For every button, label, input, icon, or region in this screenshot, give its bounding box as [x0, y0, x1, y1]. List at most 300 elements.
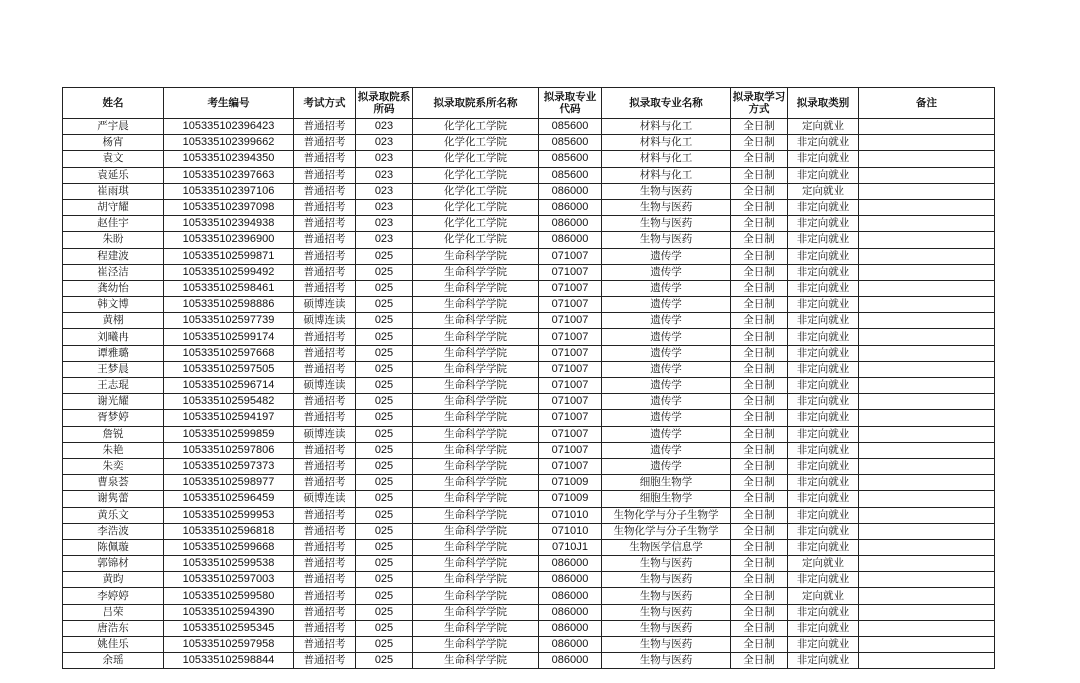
cell-exam-type: 普通招考 — [294, 410, 356, 426]
cell-category: 非定向就业 — [788, 361, 859, 377]
cell-remarks — [859, 361, 995, 377]
cell-exam-type: 普通招考 — [294, 151, 356, 167]
cell-name: 袁文 — [63, 151, 164, 167]
cell-study-mode: 全日制 — [731, 394, 788, 410]
cell-name: 胡守耀 — [63, 199, 164, 215]
cell-study-mode: 全日制 — [731, 216, 788, 232]
cell-dept-name: 生命科学学院 — [413, 572, 539, 588]
cell-remarks — [859, 199, 995, 215]
cell-category: 定向就业 — [788, 556, 859, 572]
cell-dept-code: 025 — [356, 653, 413, 669]
cell-name: 余瑶 — [63, 653, 164, 669]
cell-category: 非定向就业 — [788, 167, 859, 183]
cell-major-code: 086000 — [539, 604, 602, 620]
cell-remarks — [859, 426, 995, 442]
cell-name: 李浩波 — [63, 523, 164, 539]
cell-exam-type: 普通招考 — [294, 167, 356, 183]
table-row — [63, 248, 995, 264]
cell-name: 朱艳 — [63, 442, 164, 458]
cell-name: 谭雅璐 — [63, 345, 164, 361]
column-header-major-code: 拟录取专业代码 — [539, 88, 602, 119]
cell-dept-name: 生命科学学院 — [413, 588, 539, 604]
cell-major-name: 遗传学 — [602, 264, 731, 280]
cell-remarks — [859, 507, 995, 523]
cell-dept-code: 025 — [356, 620, 413, 636]
cell-major-code: 086000 — [539, 216, 602, 232]
cell-exam-type: 普通招考 — [294, 442, 356, 458]
cell-candidate-id: 105335102399662 — [164, 135, 294, 151]
cell-dept-code: 025 — [356, 539, 413, 555]
cell-major-name: 遗传学 — [602, 426, 731, 442]
cell-dept-name: 生命科学学院 — [413, 345, 539, 361]
cell-category: 非定向就业 — [788, 637, 859, 653]
cell-study-mode: 全日制 — [731, 442, 788, 458]
cell-major-name: 细胞生物学 — [602, 491, 731, 507]
cell-major-name: 遗传学 — [602, 297, 731, 313]
cell-dept-name: 生命科学学院 — [413, 637, 539, 653]
cell-exam-type: 普通招考 — [294, 394, 356, 410]
cell-dept-name: 化学化工学院 — [413, 135, 539, 151]
cell-remarks — [859, 264, 995, 280]
cell-major-name: 生物与医药 — [602, 556, 731, 572]
cell-major-code: 071010 — [539, 523, 602, 539]
cell-category: 非定向就业 — [788, 378, 859, 394]
column-header-name: 姓名 — [63, 88, 164, 119]
cell-exam-type: 普通招考 — [294, 232, 356, 248]
cell-name: 杨宵 — [63, 135, 164, 151]
cell-dept-code: 023 — [356, 135, 413, 151]
cell-major-code: 071007 — [539, 329, 602, 345]
table-row — [63, 572, 995, 588]
column-header-study-mode: 拟录取学习方式 — [731, 88, 788, 119]
cell-major-code: 085600 — [539, 167, 602, 183]
cell-major-code: 071007 — [539, 297, 602, 313]
cell-dept-code: 025 — [356, 378, 413, 394]
cell-major-name: 生物与医药 — [602, 216, 731, 232]
cell-major-name: 生物化学与分子生物学 — [602, 523, 731, 539]
cell-dept-name: 生命科学学院 — [413, 475, 539, 491]
cell-exam-type: 普通招考 — [294, 280, 356, 296]
cell-dept-name: 生命科学学院 — [413, 556, 539, 572]
table-row — [63, 329, 995, 345]
cell-dept-name: 生命科学学院 — [413, 458, 539, 474]
cell-dept-name: 生命科学学院 — [413, 620, 539, 636]
table-row — [63, 183, 995, 199]
cell-major-name: 遗传学 — [602, 394, 731, 410]
cell-name: 刘曦冉 — [63, 329, 164, 345]
cell-major-code: 086000 — [539, 232, 602, 248]
cell-remarks — [859, 637, 995, 653]
cell-study-mode: 全日制 — [731, 426, 788, 442]
cell-major-code: 086000 — [539, 588, 602, 604]
cell-remarks — [859, 653, 995, 669]
cell-study-mode: 全日制 — [731, 199, 788, 215]
cell-dept-name: 化学化工学院 — [413, 119, 539, 135]
cell-major-code: 086000 — [539, 620, 602, 636]
cell-dept-code: 025 — [356, 442, 413, 458]
cell-dept-code: 025 — [356, 588, 413, 604]
table-row — [63, 410, 995, 426]
cell-remarks — [859, 329, 995, 345]
cell-dept-name: 化学化工学院 — [413, 183, 539, 199]
cell-major-code: 071010 — [539, 507, 602, 523]
table-row — [63, 135, 995, 151]
cell-category: 非定向就业 — [788, 604, 859, 620]
cell-candidate-id: 105335102597958 — [164, 637, 294, 653]
cell-study-mode: 全日制 — [731, 572, 788, 588]
cell-study-mode: 全日制 — [731, 264, 788, 280]
cell-major-name: 生物与医药 — [602, 653, 731, 669]
cell-category: 非定向就业 — [788, 475, 859, 491]
cell-study-mode: 全日制 — [731, 378, 788, 394]
cell-major-code: 0710J1 — [539, 539, 602, 555]
cell-category: 非定向就业 — [788, 620, 859, 636]
cell-major-code: 071007 — [539, 264, 602, 280]
cell-candidate-id: 105335102598886 — [164, 297, 294, 313]
column-header-remarks: 备注 — [859, 88, 995, 119]
cell-major-name: 遗传学 — [602, 329, 731, 345]
cell-name: 詹锐 — [63, 426, 164, 442]
cell-study-mode: 全日制 — [731, 135, 788, 151]
cell-dept-name: 生命科学学院 — [413, 313, 539, 329]
cell-category: 非定向就业 — [788, 410, 859, 426]
table-row — [63, 556, 995, 572]
cell-dept-name: 化学化工学院 — [413, 199, 539, 215]
table-row — [63, 378, 995, 394]
cell-name: 黄栩 — [63, 313, 164, 329]
cell-category: 非定向就业 — [788, 345, 859, 361]
cell-exam-type: 普通招考 — [294, 345, 356, 361]
cell-exam-type: 普通招考 — [294, 620, 356, 636]
cell-major-name: 材料与化工 — [602, 167, 731, 183]
cell-dept-code: 023 — [356, 216, 413, 232]
cell-candidate-id: 105335102396900 — [164, 232, 294, 248]
table-row — [63, 507, 995, 523]
cell-candidate-id: 105335102598461 — [164, 280, 294, 296]
cell-name: 姚佳乐 — [63, 637, 164, 653]
cell-category: 非定向就业 — [788, 297, 859, 313]
cell-dept-code: 025 — [356, 507, 413, 523]
cell-dept-name: 生命科学学院 — [413, 507, 539, 523]
table-row — [63, 604, 995, 620]
cell-remarks — [859, 588, 995, 604]
cell-category: 非定向就业 — [788, 151, 859, 167]
table-row — [63, 491, 995, 507]
cell-candidate-id: 105335102599668 — [164, 539, 294, 555]
cell-major-code: 085600 — [539, 119, 602, 135]
table-row — [63, 426, 995, 442]
cell-exam-type: 普通招考 — [294, 475, 356, 491]
cell-dept-code: 023 — [356, 151, 413, 167]
table-row — [63, 280, 995, 296]
cell-exam-type: 普通招考 — [294, 216, 356, 232]
cell-candidate-id: 105335102598977 — [164, 475, 294, 491]
cell-study-mode: 全日制 — [731, 604, 788, 620]
cell-major-name: 生物与医药 — [602, 588, 731, 604]
table-row — [63, 167, 995, 183]
cell-major-name: 生物医学信息学 — [602, 539, 731, 555]
cell-candidate-id: 105335102595482 — [164, 394, 294, 410]
cell-dept-code: 025 — [356, 637, 413, 653]
table-row — [63, 588, 995, 604]
cell-study-mode: 全日制 — [731, 653, 788, 669]
table-row — [63, 313, 995, 329]
cell-candidate-id: 105335102597373 — [164, 458, 294, 474]
table-header — [63, 88, 995, 119]
cell-remarks — [859, 556, 995, 572]
cell-study-mode: 全日制 — [731, 539, 788, 555]
cell-study-mode: 全日制 — [731, 523, 788, 539]
cell-category: 定向就业 — [788, 183, 859, 199]
cell-dept-name: 生命科学学院 — [413, 248, 539, 264]
cell-candidate-id: 105335102599953 — [164, 507, 294, 523]
cell-dept-name: 生命科学学院 — [413, 426, 539, 442]
cell-category: 非定向就业 — [788, 232, 859, 248]
cell-candidate-id: 105335102599871 — [164, 248, 294, 264]
cell-major-name: 生物与医药 — [602, 620, 731, 636]
cell-study-mode: 全日制 — [731, 458, 788, 474]
cell-remarks — [859, 539, 995, 555]
cell-exam-type: 普通招考 — [294, 523, 356, 539]
cell-dept-name: 生命科学学院 — [413, 378, 539, 394]
cell-candidate-id: 105335102597003 — [164, 572, 294, 588]
cell-name: 谢光耀 — [63, 394, 164, 410]
cell-major-code: 086000 — [539, 572, 602, 588]
cell-major-name: 生物与医药 — [602, 183, 731, 199]
table-row — [63, 264, 995, 280]
cell-remarks — [859, 475, 995, 491]
cell-remarks — [859, 458, 995, 474]
cell-major-name: 遗传学 — [602, 313, 731, 329]
cell-dept-name: 化学化工学院 — [413, 216, 539, 232]
cell-study-mode: 全日制 — [731, 620, 788, 636]
cell-remarks — [859, 378, 995, 394]
cell-exam-type: 硕博连读 — [294, 313, 356, 329]
cell-dept-code: 025 — [356, 458, 413, 474]
cell-candidate-id: 105335102597668 — [164, 345, 294, 361]
column-header-candidate-id: 考生编号 — [164, 88, 294, 119]
cell-remarks — [859, 151, 995, 167]
cell-major-code: 071007 — [539, 458, 602, 474]
cell-candidate-id: 105335102394350 — [164, 151, 294, 167]
cell-major-code: 071007 — [539, 394, 602, 410]
table-row — [63, 653, 995, 669]
cell-candidate-id: 105335102594390 — [164, 604, 294, 620]
cell-major-code: 071007 — [539, 442, 602, 458]
cell-study-mode: 全日制 — [731, 183, 788, 199]
cell-study-mode: 全日制 — [731, 637, 788, 653]
cell-major-name: 遗传学 — [602, 248, 731, 264]
table-body — [63, 119, 995, 669]
cell-candidate-id: 105335102397098 — [164, 199, 294, 215]
cell-major-code: 071009 — [539, 491, 602, 507]
cell-exam-type: 普通招考 — [294, 572, 356, 588]
cell-category: 非定向就业 — [788, 426, 859, 442]
cell-exam-type: 普通招考 — [294, 653, 356, 669]
cell-remarks — [859, 572, 995, 588]
cell-dept-name: 生命科学学院 — [413, 442, 539, 458]
cell-exam-type: 普通招考 — [294, 135, 356, 151]
cell-dept-code: 025 — [356, 410, 413, 426]
cell-category: 非定向就业 — [788, 572, 859, 588]
cell-category: 非定向就业 — [788, 539, 859, 555]
cell-exam-type: 硕博连读 — [294, 378, 356, 394]
cell-dept-name: 化学化工学院 — [413, 167, 539, 183]
cell-dept-code: 025 — [356, 604, 413, 620]
cell-candidate-id: 105335102394938 — [164, 216, 294, 232]
cell-dept-code: 025 — [356, 426, 413, 442]
cell-exam-type: 普通招考 — [294, 637, 356, 653]
cell-category: 非定向就业 — [788, 248, 859, 264]
cell-dept-code: 025 — [356, 523, 413, 539]
cell-candidate-id: 105335102596818 — [164, 523, 294, 539]
cell-study-mode: 全日制 — [731, 248, 788, 264]
cell-exam-type: 普通招考 — [294, 458, 356, 474]
cell-major-name: 遗传学 — [602, 345, 731, 361]
admission-list-table — [62, 87, 995, 669]
cell-major-code: 085600 — [539, 135, 602, 151]
cell-remarks — [859, 216, 995, 232]
cell-dept-code: 025 — [356, 556, 413, 572]
cell-study-mode: 全日制 — [731, 361, 788, 377]
cell-dept-code: 025 — [356, 491, 413, 507]
cell-major-code: 085600 — [539, 151, 602, 167]
cell-category: 非定向就业 — [788, 135, 859, 151]
cell-dept-code: 025 — [356, 394, 413, 410]
cell-exam-type: 普通招考 — [294, 361, 356, 377]
cell-dept-code: 025 — [356, 361, 413, 377]
cell-candidate-id: 105335102397663 — [164, 167, 294, 183]
table-row — [63, 345, 995, 361]
cell-remarks — [859, 119, 995, 135]
cell-dept-code: 025 — [356, 264, 413, 280]
cell-exam-type: 普通招考 — [294, 199, 356, 215]
cell-dept-name: 生命科学学院 — [413, 539, 539, 555]
cell-exam-type: 普通招考 — [294, 539, 356, 555]
cell-exam-type: 普通招考 — [294, 604, 356, 620]
cell-name: 黄昀 — [63, 572, 164, 588]
cell-dept-name: 生命科学学院 — [413, 264, 539, 280]
cell-dept-name: 化学化工学院 — [413, 232, 539, 248]
table-row — [63, 151, 995, 167]
cell-dept-code: 023 — [356, 199, 413, 215]
cell-candidate-id: 105335102599538 — [164, 556, 294, 572]
cell-category: 非定向就业 — [788, 394, 859, 410]
cell-name: 韩文博 — [63, 297, 164, 313]
cell-major-name: 生物与医药 — [602, 604, 731, 620]
cell-major-code: 086000 — [539, 637, 602, 653]
cell-major-code: 071007 — [539, 248, 602, 264]
cell-major-name: 生物与医药 — [602, 232, 731, 248]
cell-name: 赵佳宇 — [63, 216, 164, 232]
cell-study-mode: 全日制 — [731, 167, 788, 183]
table-row — [63, 232, 995, 248]
cell-remarks — [859, 523, 995, 539]
cell-major-name: 细胞生物学 — [602, 475, 731, 491]
cell-remarks — [859, 442, 995, 458]
cell-candidate-id: 105335102599580 — [164, 588, 294, 604]
cell-major-code: 086000 — [539, 199, 602, 215]
table-row — [63, 297, 995, 313]
cell-dept-name: 生命科学学院 — [413, 329, 539, 345]
cell-major-name: 生物与医药 — [602, 199, 731, 215]
cell-remarks — [859, 297, 995, 313]
table-row — [63, 216, 995, 232]
cell-candidate-id: 105335102599859 — [164, 426, 294, 442]
cell-candidate-id: 105335102396423 — [164, 119, 294, 135]
column-header-exam-type: 考试方式 — [294, 88, 356, 119]
cell-remarks — [859, 167, 995, 183]
cell-dept-code: 023 — [356, 119, 413, 135]
cell-name: 陈佩璇 — [63, 539, 164, 555]
cell-major-name: 遗传学 — [602, 280, 731, 296]
cell-study-mode: 全日制 — [731, 556, 788, 572]
cell-dept-code: 025 — [356, 297, 413, 313]
cell-study-mode: 全日制 — [731, 475, 788, 491]
table-row — [63, 637, 995, 653]
cell-name: 严宇晨 — [63, 119, 164, 135]
cell-dept-code: 023 — [356, 183, 413, 199]
cell-category: 非定向就业 — [788, 442, 859, 458]
cell-exam-type: 普通招考 — [294, 556, 356, 572]
table-row — [63, 199, 995, 215]
table-row — [63, 539, 995, 555]
table-row — [63, 620, 995, 636]
table-row — [63, 523, 995, 539]
cell-study-mode: 全日制 — [731, 151, 788, 167]
cell-name: 郭锦材 — [63, 556, 164, 572]
cell-major-name: 材料与化工 — [602, 119, 731, 135]
cell-exam-type: 普通招考 — [294, 507, 356, 523]
cell-remarks — [859, 280, 995, 296]
cell-remarks — [859, 135, 995, 151]
cell-dept-name: 生命科学学院 — [413, 653, 539, 669]
cell-remarks — [859, 248, 995, 264]
cell-candidate-id: 105335102595345 — [164, 620, 294, 636]
cell-dept-code: 025 — [356, 475, 413, 491]
cell-dept-name: 生命科学学院 — [413, 491, 539, 507]
cell-category: 非定向就业 — [788, 199, 859, 215]
cell-name: 龚幼怡 — [63, 280, 164, 296]
cell-exam-type: 硕博连读 — [294, 426, 356, 442]
cell-major-code: 086000 — [539, 183, 602, 199]
cell-study-mode: 全日制 — [731, 491, 788, 507]
cell-dept-code: 025 — [356, 329, 413, 345]
cell-remarks — [859, 620, 995, 636]
table-row — [63, 458, 995, 474]
cell-candidate-id: 105335102598844 — [164, 653, 294, 669]
cell-category: 非定向就业 — [788, 313, 859, 329]
cell-major-name: 遗传学 — [602, 410, 731, 426]
cell-study-mode: 全日制 — [731, 119, 788, 135]
cell-candidate-id: 105335102397106 — [164, 183, 294, 199]
cell-category: 定向就业 — [788, 119, 859, 135]
table-row — [63, 475, 995, 491]
cell-major-code: 071007 — [539, 313, 602, 329]
cell-remarks — [859, 491, 995, 507]
cell-major-name: 遗传学 — [602, 442, 731, 458]
cell-dept-code: 023 — [356, 232, 413, 248]
cell-major-code: 071007 — [539, 426, 602, 442]
cell-category: 定向就业 — [788, 588, 859, 604]
cell-exam-type: 普通招考 — [294, 329, 356, 345]
cell-major-code: 071007 — [539, 361, 602, 377]
cell-dept-code: 025 — [356, 280, 413, 296]
cell-remarks — [859, 410, 995, 426]
cell-major-code: 086000 — [539, 653, 602, 669]
cell-exam-type: 普通招考 — [294, 248, 356, 264]
cell-dept-name: 生命科学学院 — [413, 410, 539, 426]
